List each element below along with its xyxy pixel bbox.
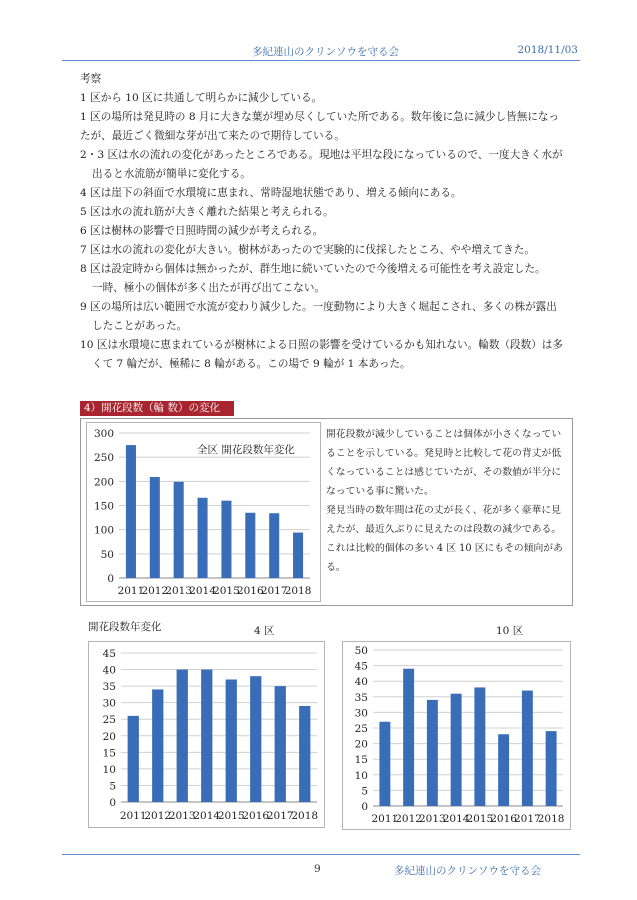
chart-frame-overall [86,422,321,602]
x-tick-label: 2011 [371,813,399,825]
x-tick-label: 2018 [284,585,312,597]
x-tick-label: 2011 [117,585,145,597]
discussion-line: 2・3 区は水の流れの変化があったところである。現地は平坦な段になっているので、一度大きく水が [80,149,563,161]
discussion-line: 5 区は水の流れ筋が大きく離れた結果と考えられる。 [80,206,334,218]
y-tick-label: 100 [93,524,114,537]
description-line: 発見当時の数年間は花の丈が長く、花が多く豪華に見 [326,505,561,516]
y-tick-label: 30 [354,707,368,720]
x-tick-label: 2018 [291,810,319,822]
bar-2017 [275,686,286,802]
chart-frame-area10 [342,641,571,830]
x-tick-label: 2015 [217,810,245,822]
y-tick-label: 200 [93,476,114,489]
discussion-line: たが、最近ごく微細な芽が出て来たので期待している。 [80,130,345,142]
y-tick-label: 150 [93,500,114,513]
bar-2016 [250,676,261,802]
discussion-line: くて 7 輪だが、極稀に 8 輪がある。この場で 9 輪が 1 本あった。 [92,358,411,370]
y-tick-label: 50 [100,548,114,561]
y-tick-label: 15 [102,747,116,760]
x-tick-label: 2012 [395,813,422,825]
discussion-line: 出ると水流筋が簡単に変化する。 [92,168,251,180]
discussion-line: 6 区は樹林の影響で日照時間の減少が考えられる。 [80,225,324,237]
y-tick-label: 35 [354,691,368,704]
x-tick-label: 2017 [266,810,294,822]
bar-2015 [226,679,237,802]
x-tick-label: 2012 [141,585,169,597]
description-line: なっている事に驚いた。 [326,486,434,497]
description-line: これは比較的個体の多い 4 区 10 区にもその傾向があ [326,543,563,554]
footer-org: 多紀連山のクリンソウを守る会 [394,865,541,877]
bar-2014 [198,498,208,578]
description-line: えたが、最近久ぶりに見えたのは段数の減少である。 [326,524,562,535]
y-tick-label: 30 [102,697,116,710]
bar-2013 [174,482,184,578]
discussion-line: 1 区から 10 区に共通して明らかに減少している。 [80,92,323,104]
area4-bar-chart [89,642,324,827]
y-tick-label: 20 [354,738,368,751]
y-tick-label: 10 [354,769,368,782]
x-tick-label: 2016 [490,813,517,825]
y-tick-label: 15 [354,754,368,767]
overall-bar-chart [87,423,320,601]
x-tick-label: 2011 [119,810,147,822]
x-tick-label: 2013 [419,813,446,825]
y-tick-label: 35 [102,681,116,694]
section-heading: 4）開花段数（輪 数）の変化 [80,401,234,416]
bar-2016 [245,513,255,578]
x-tick-label: 2017 [514,813,541,825]
x-tick-label: 2012 [144,810,172,822]
discussion-line: 4 区は崖下の斜面で水環境に恵まれ、常時湿地状態であり、増える傾向にある。 [80,187,462,199]
page-number: 9 [314,863,321,875]
x-tick-label: 2013 [165,585,193,597]
y-tick-label: 0 [107,573,114,585]
area4-label: 4 区 [254,625,275,637]
bar-2011 [379,722,390,806]
page-footer [62,854,580,877]
header-date: 2018/11/03 [517,44,578,56]
bar-2015 [221,501,231,578]
bar-2012 [152,689,163,802]
discussion-block [80,70,590,374]
bar-2013 [427,700,438,806]
bar-2017 [269,513,279,578]
discussion-line: 10 区は水環境に恵まれているが樹林による日照の影響を受けているかも知れない。輪数（段数）は多 [80,339,563,351]
y-tick-label: 50 [354,645,368,657]
bar-2018 [546,731,557,806]
bar-2012 [150,477,160,578]
chart-title: 全区 開花段数年変化 [197,444,295,456]
y-tick-label: 45 [354,660,368,673]
x-tick-label: 2017 [260,585,288,597]
x-tick-label: 2018 [537,813,565,825]
y-tick-label: 0 [109,797,116,809]
x-tick-label: 2013 [168,810,196,822]
bar-2015 [474,687,485,806]
bar-2014 [201,670,212,802]
x-tick-label: 2016 [236,585,264,597]
yearly-change-label: 開花段数年変化 [88,621,162,633]
description-line: ることを示している。発見時と比較して花の背丈が低 [326,448,562,459]
bar-2016 [498,734,509,806]
discussion-lines [80,89,590,374]
page-header [62,44,580,61]
y-tick-label: 40 [354,676,368,689]
bar-2012 [403,669,414,806]
y-tick-label: 25 [354,723,368,735]
bar-2018 [293,533,303,578]
y-tick-label: 10 [102,763,116,776]
y-tick-label: 20 [102,730,116,743]
y-tick-label: 250 [93,452,114,465]
x-tick-label: 2014 [189,585,216,597]
description-line: くなっていることは感じていたが、その数値が半分に [326,467,562,478]
bar-2018 [299,706,310,802]
area10-label: 10 区 [496,625,524,637]
bar-2011 [126,445,136,578]
y-tick-label: 5 [109,780,116,793]
y-tick-label: 0 [361,801,368,813]
x-tick-label: 2014 [442,813,470,825]
x-tick-label: 2014 [193,810,221,822]
y-tick-label: 45 [102,648,116,660]
y-tick-label: 25 [102,714,116,727]
header-org: 多紀連山のクリンソウを守る会 [252,46,399,58]
y-tick-label: 300 [93,428,114,440]
discussion-line: 8 区は設定時から個体は無かったが、群生地に続いていたので今後増える可能性を考え設定した。 [80,263,546,275]
area10-bar-chart [343,642,570,829]
discussion-line: したことがあった。 [92,320,188,332]
x-tick-label: 2015 [213,585,240,597]
discussion-line: 1 区の場所は発見時の 8 月に大きな葉が埋め尽くしていた所である。数年後に急に減少し皆無になっ [80,111,560,123]
discussion-line: 9 区の場所は広い範囲で水流が変わり減少した。一度動物により大きく堀起こされ、多くの株が露出 [80,301,557,313]
bar-2013 [177,670,188,802]
discussion-line: 一時、極小の個体が多く出たが再び出てこない。 [92,282,326,294]
y-tick-label: 40 [102,664,116,677]
bar-2014 [451,694,462,806]
chart-frame-area4 [88,641,325,828]
y-tick-label: 5 [361,785,368,798]
discussion-title: 考察 [80,73,102,85]
discussion-line: 7 区は水の流れの変化が大きい。樹林があったので実験的に伐採したところ、やや増えてきた。 [80,244,535,256]
chart-description [326,425,566,577]
description-line: る。 [326,562,346,573]
bar-2017 [522,691,533,806]
bar-2011 [128,716,139,802]
x-tick-label: 2015 [466,813,494,825]
x-tick-label: 2016 [242,810,270,822]
description-line: 開花段数が減少していることは個体が小さくなってい [326,429,562,440]
